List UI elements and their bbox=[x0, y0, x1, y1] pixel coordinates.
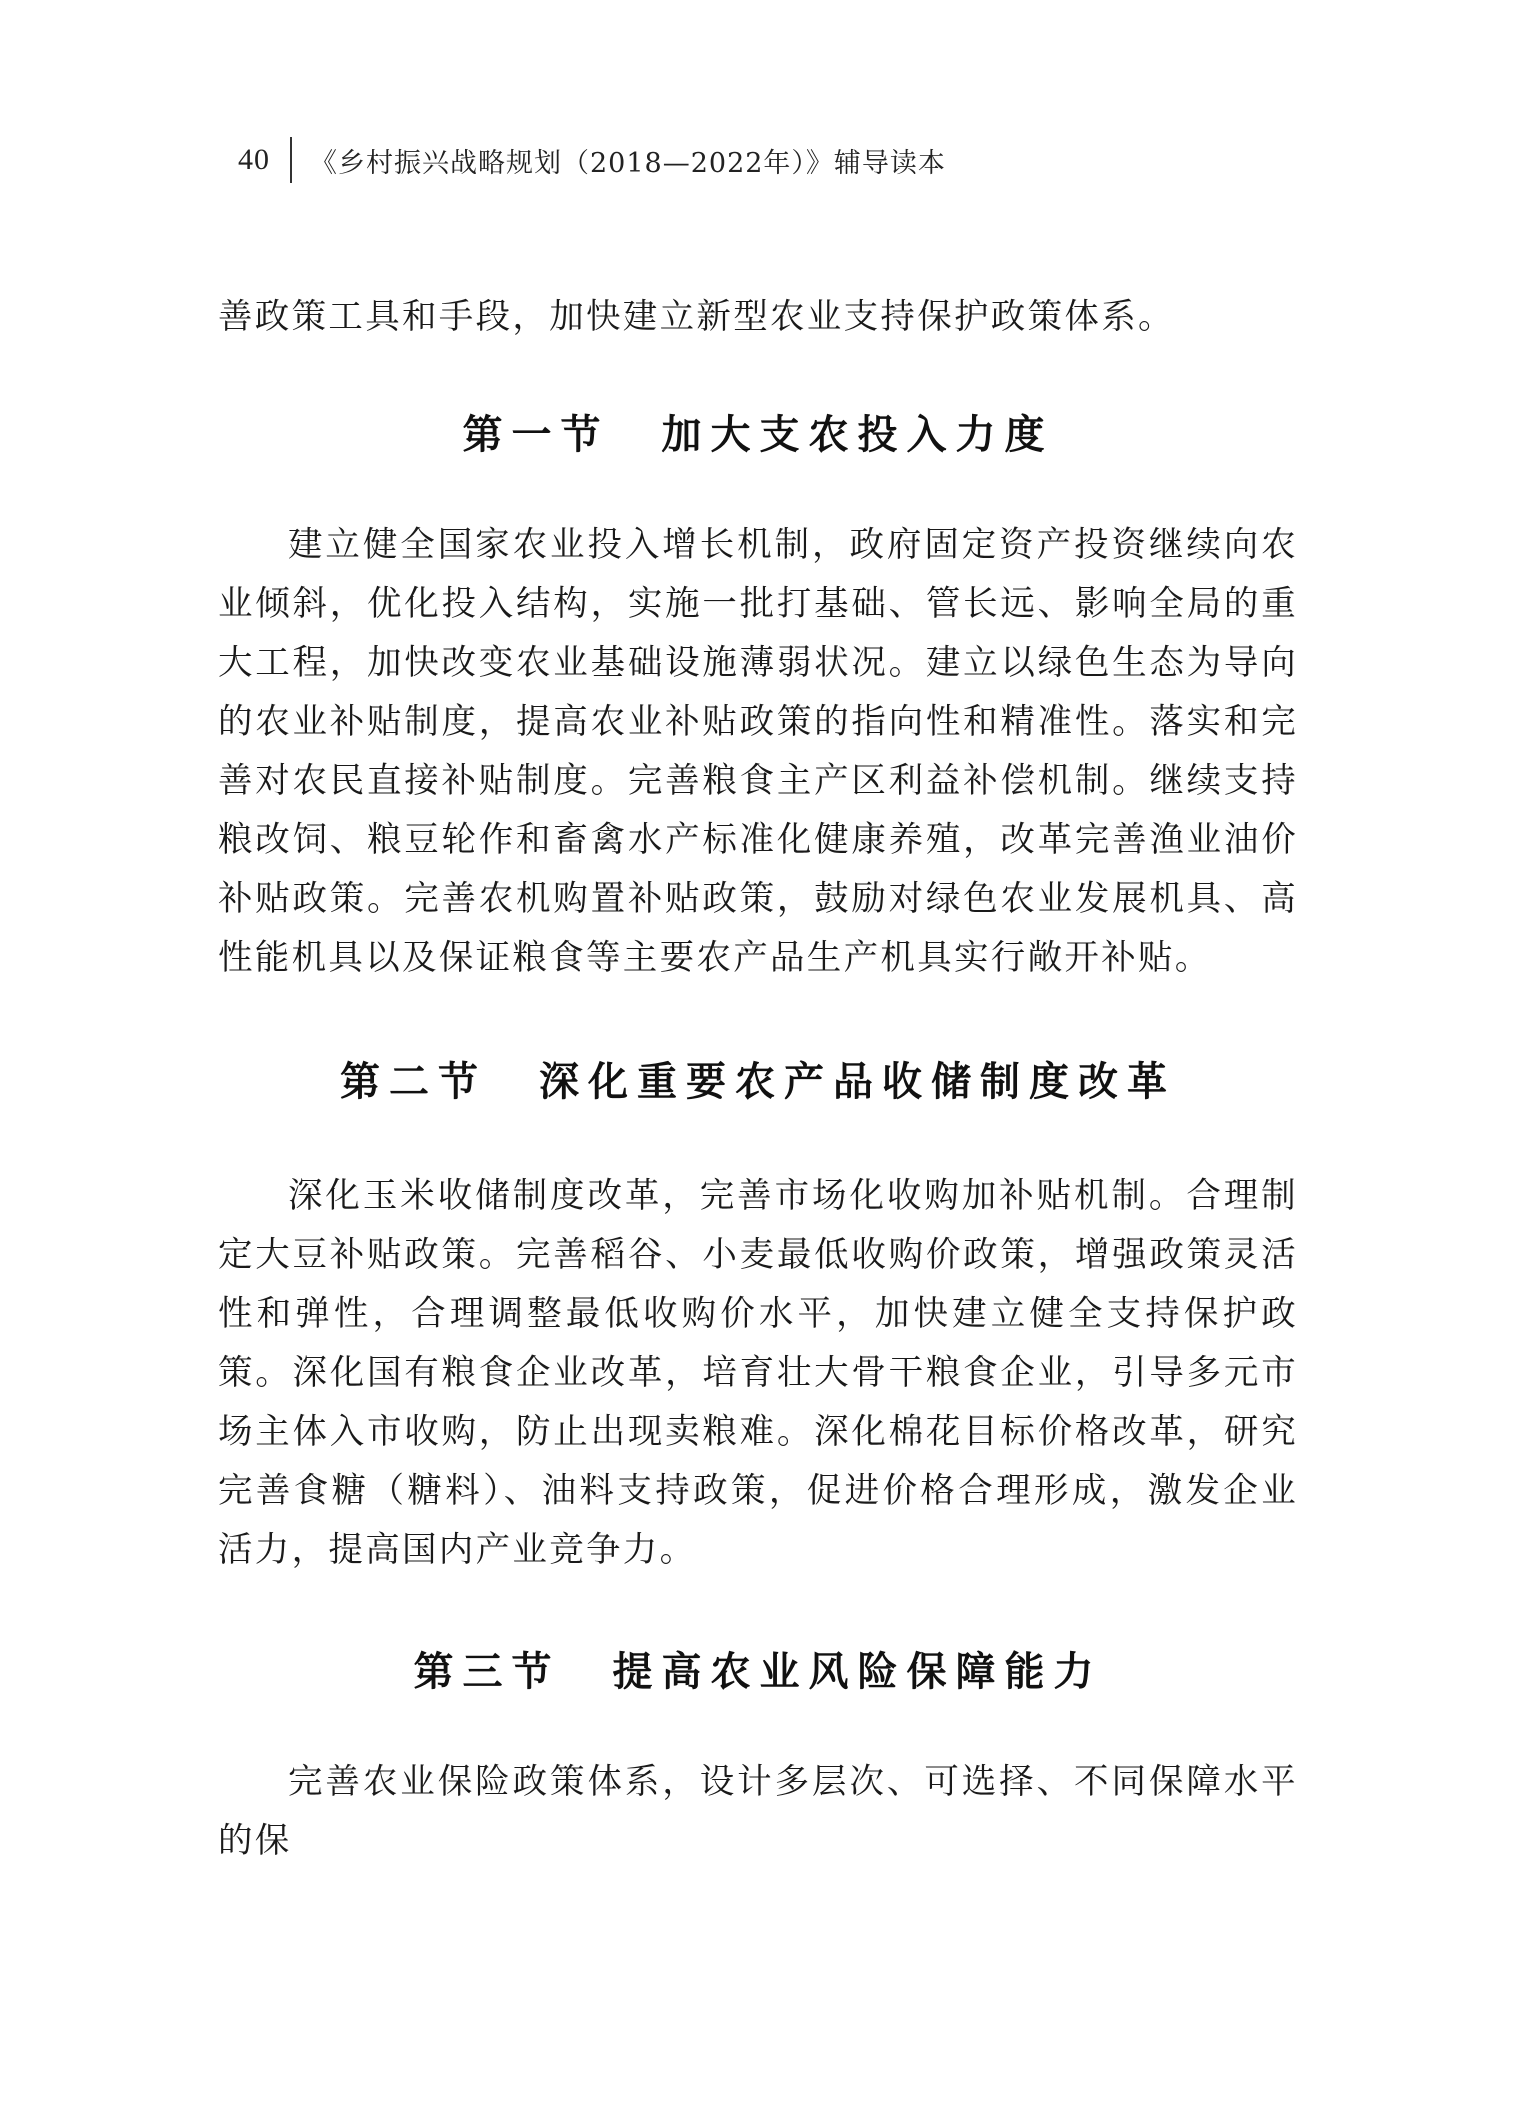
section-number-3: 第三节 bbox=[413, 1649, 561, 1695]
section-paragraph-1: 建立健全国家农业投入增长机制，政府固定资产投资继续向农业倾斜，优化投入结构，实施一批打基础、管长远、影响全局的重大工程，加快改变农业基础设施薄弱状况。建立以绿色生态为导向的农业补贴制度，提高农业补贴政策的指向性和精准性。落实和完善对农民直接补贴制度。完善粮食主产区利益补偿机制。继续支持粮改饲、粮豆轮作和畜禽水产标准化健康养殖，改革完善渔业油价补贴政策。完善农机购置补贴政策，鼓励对绿色农业发展机具、高性能机具以及保证粮食等主要农产品生产机具实行敞开补贴。 bbox=[218, 525, 1298, 978]
header-divider bbox=[290, 137, 292, 183]
section-heading-2 bbox=[218, 1050, 1298, 1107]
section-number-2: 第二节 bbox=[340, 1059, 487, 1105]
section-title-2: 深化重要农产品收储制度改革 bbox=[539, 1059, 1176, 1105]
section-number-1: 第一节 bbox=[462, 412, 610, 458]
page-body bbox=[218, 288, 1298, 1871]
section-paragraph-3: 完善农业保险政策体系，设计多层次、可选择、不同保障水平的保 bbox=[218, 1762, 1298, 1861]
running-header bbox=[238, 136, 946, 184]
section-heading-3 bbox=[218, 1640, 1298, 1697]
section-paragraph-2: 深化玉米收储制度改革，完善市场化收购加补贴机制。合理制定大豆补贴政策。完善稻谷、小麦最低收购价政策，增强政策灵活性和弹性，合理调整最低收购价水平，加快建立健全支持保护政策。深化国有粮食企业改革，培育壮大骨干粮食企业，引导多元市场主体入市收购，防止出现卖粮难。深化棉花目标价格改革，研究完善食糖（糖料）、油料支持政策，促进价格合理形成，激发企业活力，提高国内产业竞争力。 bbox=[218, 1176, 1298, 1570]
running-book-title: 《乡村振兴战略规划（2018—2022年）》辅导读本 bbox=[310, 147, 946, 179]
section-heading-1 bbox=[218, 403, 1298, 460]
section-title-1: 加大支农投入力度 bbox=[661, 412, 1054, 458]
section-title-3: 提高农业风险保障能力 bbox=[612, 1649, 1103, 1695]
page-number: 40 bbox=[238, 143, 270, 176]
continued-paragraph: 善政策工具和手段，加快建立新型农业支持保护政策体系。 bbox=[218, 297, 1175, 337]
